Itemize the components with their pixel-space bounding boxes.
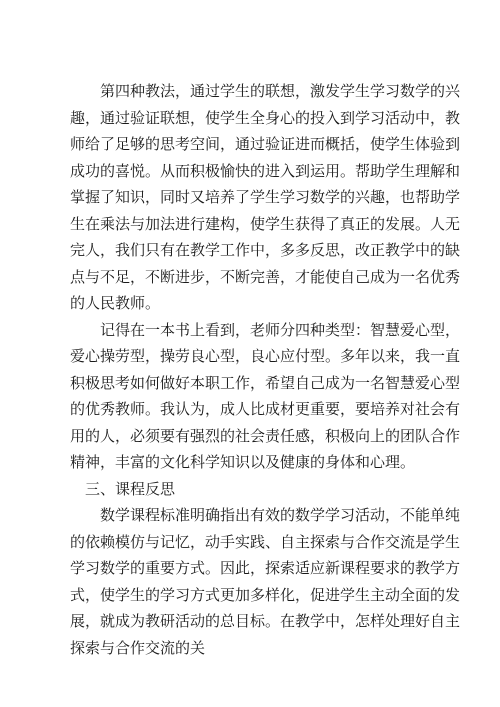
paragraph-course-standard: 数学课程标准明确指出有效的数学学习活动，不能单纯的依赖模仿与记忆，动手实践、自主探索与合作交流是学生学习数学的重要方式。因此，探索适应新课程要求的教学方式，使学生的学习方式更加多样化，促进学生主动全面的发展，就成为教研活动的总目标。在教学中，怎样处理好自主探索与合作交流的关 — [70, 506, 461, 657]
document-body — [70, 78, 460, 661]
paragraph-teacher-types: 记得在一本书上看到，老师分四种类型：智慧爱心型，爱心操劳型，操劳良心型，良心应付型。多年以来，我一直积极思考如何做好本职工作，希望自己成为一名智慧爱心型的优秀教师。我认为，成人比成材更重要，要培养对社会有用的人，必须要有强烈的社会责任感，积极向上的团队合作精神，丰富的文化科学知识以及健康的身体和心理。 — [70, 320, 461, 471]
section-heading-course-reflection: 三、课程反思 — [85, 479, 176, 498]
paragraph-fourth-method: 第四种教法，通过学生的联想，激发学生学习数学的兴趣，通过验证联想，使学生全身心的投入到学习活动中，教师给了足够的思考空间，通过验证进而概括，使学生体验到成功的喜悦。从而积极愉快的进入到运用。帮助学生理解和掌握了知识，同时又培养了学生学习数学的兴趣，也帮助学生在乘法与加法进行建构，使学生获得了真正的发展。人无完人，我们只有在教学工作中，多多反思，改正教学中的缺点与不足，不断进步，不断完善，才能使自己成为一名优秀的人民教师。 — [70, 82, 461, 312]
